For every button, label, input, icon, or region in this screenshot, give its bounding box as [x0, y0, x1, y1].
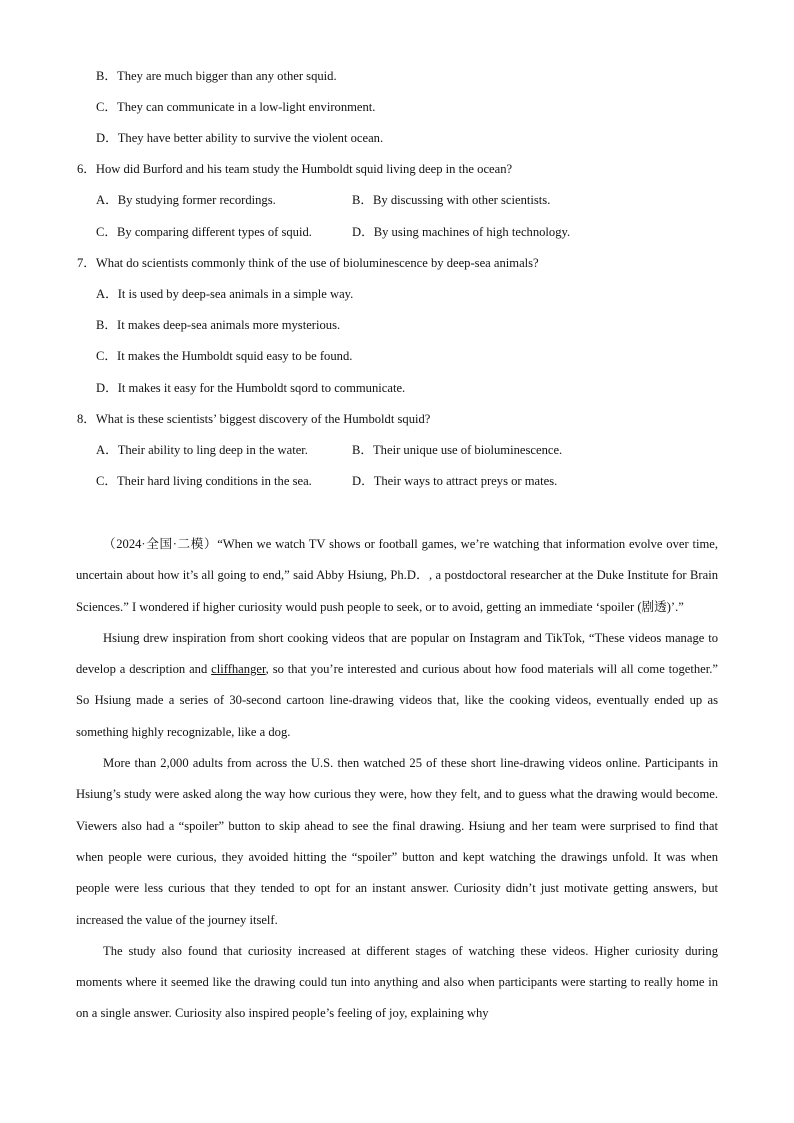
q8-option-d: D．Their ways to attract preys or mates.	[352, 474, 558, 488]
passage-paragraph-1	[76, 529, 718, 623]
passage-paragraph-2	[76, 623, 718, 748]
option-text: They can communicate in a low-light environment.	[117, 100, 376, 114]
q8-stem: 8．What is these scientists’ biggest discovery of the Humboldt squid?	[77, 412, 431, 426]
option-label: D．	[96, 131, 118, 145]
q7-option-c: C．It makes the Humboldt squid easy to be found.	[96, 349, 353, 363]
option-text: They have better ability to survive the violent ocean.	[117, 131, 384, 145]
q8-option-a: A．Their ability to ling deep in the water.	[96, 443, 308, 457]
reading-passage	[76, 529, 718, 1030]
passage-paragraph-3: More than 2,000 adults from across the U.S. then watched 25 of these short line-drawing videos online. Participants in Hsiung’s study were asked along the way how curious they were, how they felt, and to guess what the drawing would become. Viewers also had a “spoiler” button to skip ahead to see the final drawing. Hsiung and her team were surprised to find that when people were curious, they avoided hitting the “spoiler” button and kept watching the drawings unfold. It was when people were less curious that they tended to opt for an instant answer. Curiosity didn’t just motivate getting answers, but increased the value of the journey itself.	[76, 756, 718, 927]
q6-option-d: D．By using machines of high technology.	[352, 225, 571, 239]
source-tag: （2024·全国·二模）	[103, 537, 218, 551]
q5-option-d	[96, 130, 383, 146]
q7-option-a: A．It is used by deep-sea animals in a simple way.	[96, 287, 354, 301]
q7-stem: 7．What do scientists commonly think of the use of bioluminescence by deep-sea animals?	[77, 256, 539, 270]
q6-stem: 6．How did Burford and his team study the Humboldt squid living deep in the ocean?	[77, 162, 513, 176]
underlined-word: cliffhanger	[211, 662, 266, 677]
passage-paragraph-4: The study also found that curiosity increased at different stages of watching these videos. Higher curiosity during moments where it seemed like the drawing could tun into anything and also when participants were starting to really home in on a single answer. Curiosity also inspired people’s feeling of joy, explaining why	[76, 943, 718, 1021]
q5-option-c	[96, 99, 375, 115]
option-label: B．	[96, 69, 117, 83]
q8-options-row1	[96, 442, 736, 458]
q6-option-b: B．By discussing with other scientists.	[352, 193, 551, 207]
q5-option-b	[96, 68, 337, 84]
q8-options-row2	[96, 473, 736, 489]
paragraph-text: , so that you’re interested and curious about how food materials will all come together.” So Hsiung made a series of 30-second cartoon line-drawing videos that, like the cooking videos, eventually ended up as something highly recognizable, like a dog.	[76, 662, 718, 739]
q6-options-row1	[96, 192, 736, 208]
paragraph-text: “When we watch TV shows or football games, we’re watching that information evolve over time, uncertain about how it’s all going to end,” said Abby Hsiung, Ph.D．, a postdoctoral researcher at the Duke Institute for Brain Sciences.” I wondered if higher curiosity would push people to seek, or to avoid, getting an immediate ‘spoiler (剧透)’.”	[76, 537, 718, 614]
paragraph-text: Hsiung drew inspiration from short cooking videos that are popular on Instagram and TikTok, “These videos manage to develop a description and	[76, 630, 718, 677]
q7-option-b: B．It makes deep-sea animals more mysterious.	[96, 318, 341, 332]
q8-option-c: C．Their hard living conditions in the sea.	[96, 474, 312, 488]
q8-option-b: B．Their unique use of bioluminescence.	[352, 443, 563, 457]
q6-option-a: A．By studying former recordings.	[96, 193, 276, 207]
q7-option-d: D．It makes it easy for the Humboldt sqord to communicate.	[96, 381, 406, 395]
q6-option-c: C．By comparing different types of squid.	[96, 225, 312, 239]
option-label: C．	[96, 100, 117, 114]
q6-options-row2	[96, 224, 736, 240]
option-text: They are much bigger than any other squid.	[117, 69, 337, 83]
